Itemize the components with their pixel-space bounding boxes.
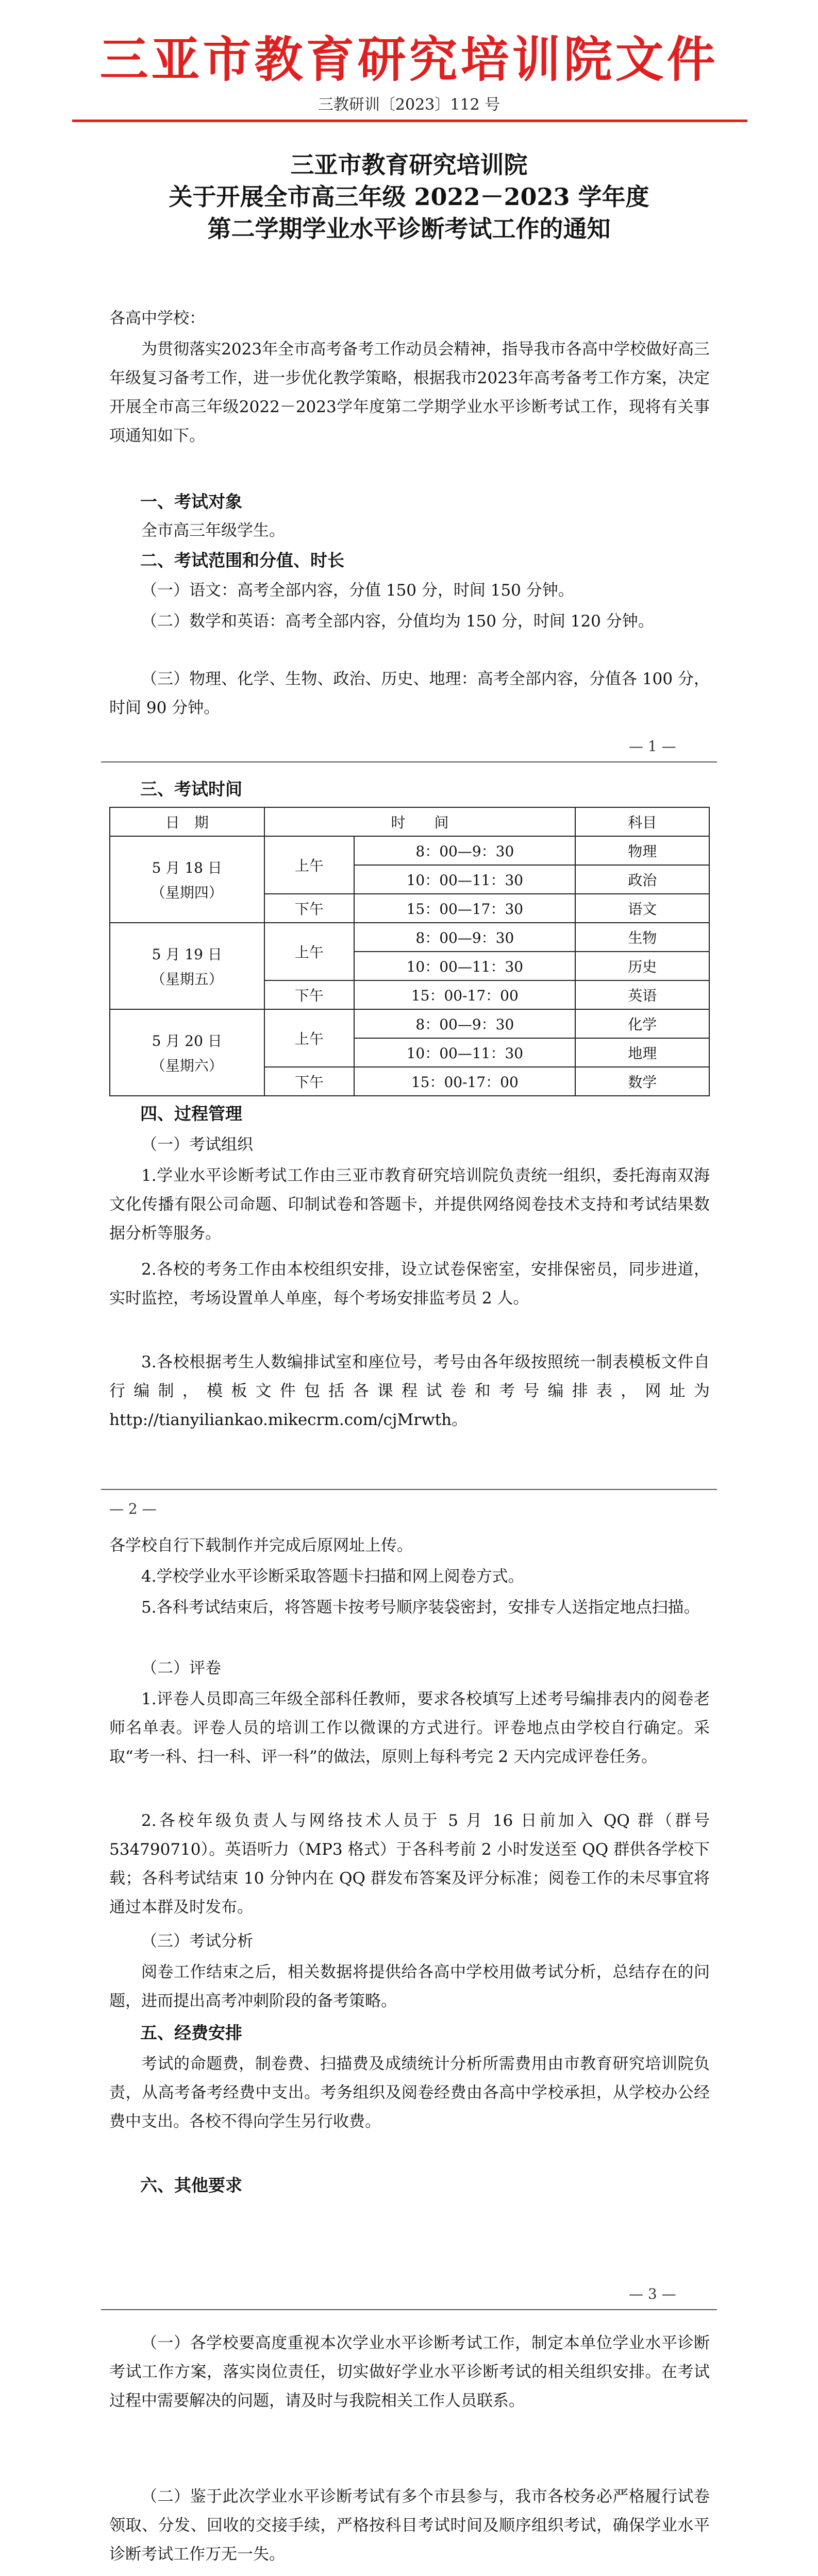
grading-item: 1.评卷人员即高三年级全部科任教师，要求各校填写上述考号编排表内的阅卷老师名单表。评卷人员的培训工作以微课的方式进行。评卷地点由学校自行确定。采取“考一科、扫一科、评一科”的做法，原则上每科考完 2 天内完成评卷任务。 — [109, 1690, 710, 1766]
am-cell: 上午 — [264, 1009, 355, 1067]
title-line-1: 三亚市教育研究培训院 — [290, 151, 528, 179]
am-cell: 上午 — [264, 923, 355, 980]
time-cell: 8：00—9：30 — [354, 836, 575, 865]
page-number: — 2 — — [109, 1500, 157, 1517]
page-separator — [101, 761, 717, 762]
addressee: 各高中学校： — [109, 309, 205, 328]
section-5-body: 考试的命题费，制卷费、扫描费及成绩统计分析所需费用由市教育研究培训院负责，从高考备考经费中支出。考务组织及阅卷经费由各高中学校承担，从学校办公经费中支出。各校不得向学生另行收费。 — [109, 2055, 710, 2131]
time-cell: 15：00—17：30 — [354, 894, 575, 923]
weekday-text: （星期五） — [151, 971, 223, 988]
org-item: 3.各校根据考生人数编排试室和座位号，考号由各年级按照统一制表模板文件自行编制，模板文件包括各课程试卷和考号编排表，网址为 http://tianyiliankao.mikecrm.com/cjMrwth。 — [109, 1353, 710, 1429]
time-cell: 10：00—11：30 — [354, 952, 575, 980]
header-time: 时 间 — [264, 807, 576, 836]
section-2-item: （一）语文：高考全部内容，分值 150 分，时间 150 分钟。 — [141, 581, 574, 600]
title-line-2: 关于开展全市高三年级 2022－2023 学年度 — [169, 183, 649, 211]
weekday-text: （星期四） — [151, 884, 223, 901]
red-divider — [72, 120, 747, 122]
subject-cell: 数学 — [575, 1067, 709, 1096]
section-2-item: （二）数学和英语：高考全部内容，分值均为 150 分，时间 120 分钟。 — [141, 612, 654, 631]
subject-cell: 英语 — [575, 980, 709, 1009]
org-item: 5.各科考试结束后，将答题卡按考号顺序装袋密封，安排专人送指定地点扫描。 — [141, 1598, 700, 1617]
page-number: — 1 — — [629, 738, 676, 755]
subject-cell: 地理 — [575, 1038, 709, 1067]
analysis-paragraph: 阅卷工作结束之后，相关数据将提供给各高中学校用做考试分析，总结存在的问题，进而提出高考冲刺阶段的备考策略。 — [109, 1963, 710, 2010]
table-header-row — [110, 807, 709, 836]
subsection-heading: （一）考试组织 — [141, 1136, 253, 1154]
time-cell: 15：00-17：00 — [354, 980, 575, 1009]
page-separator — [101, 1489, 717, 1490]
section-1-heading: 一、考试对象 — [140, 492, 242, 512]
org-item: 2.各校的考务工作由本校组织安排，设立试卷保密室，安排保密员，同步进道，实时监控，考场设置单人单座，每个考场安排监考员 2 人。 — [109, 1260, 710, 1308]
subsection-heading: （二）评卷 — [141, 1659, 221, 1677]
subject-cell: 物理 — [575, 836, 709, 865]
am-cell: 上午 — [264, 836, 355, 894]
time-cell: 8：00—9：30 — [354, 923, 575, 952]
subject-cell: 历史 — [575, 952, 709, 980]
requirement-item: （一）各学校要高度重视本次学业水平诊断考试工作，制定本单位学业水平诊断考试工作方案，落实岗位责任，切实做好学业水平诊断考试的相关组织安排。在考试过程中需要解决的问题，请及时与我院相关工作人员联系。 — [109, 2334, 710, 2410]
date-text: 5 月 19 日 — [152, 946, 222, 963]
table-row — [110, 1009, 709, 1038]
time-cell: 10：00—11：30 — [354, 1038, 575, 1067]
title-line-3: 第二学期学业水平诊断考试工作的通知 — [207, 215, 611, 243]
subject-cell: 生物 — [575, 923, 709, 952]
date-cell — [110, 923, 264, 1009]
section-1-body: 全市高三年级学生。 — [141, 521, 285, 540]
page-separator — [101, 2309, 717, 2310]
document-number: 三教研训〔2023〕112 号 — [318, 96, 500, 114]
date-text: 5 月 18 日 — [152, 859, 222, 876]
pm-cell: 下午 — [264, 980, 355, 1009]
org-item: 4.学校学业水平诊断采取答题卡扫描和网上阅卷方式。 — [141, 1567, 524, 1586]
section-6-heading: 六、其他要求 — [140, 2175, 242, 2195]
pm-cell: 下午 — [264, 894, 355, 923]
date-cell — [110, 836, 264, 923]
table-row — [110, 923, 709, 952]
org-item-continued: 各学校自行下载制作并完成后原网址上传。 — [109, 1536, 413, 1555]
time-cell: 8：00—9：30 — [354, 1009, 575, 1038]
section-4-heading: 四、过程管理 — [140, 1104, 242, 1124]
weekday-text: （星期六） — [151, 1057, 223, 1074]
page-number: — 3 — — [629, 2285, 676, 2302]
requirement-item: （二）鉴于此次学业水平诊断考试有多个市县参与，我市各校务必严格履行试卷领取、分发、回收的交接手续，严格按科目考试时间及顺序组织考试，确保学业水平诊断考试工作万无一失。 — [109, 2487, 710, 2564]
document-org-title: 三亚市教育研究培训院文件 — [99, 31, 719, 88]
date-cell — [110, 1009, 264, 1096]
subject-cell: 政治 — [575, 865, 709, 894]
org-item: 1.学业水平诊断考试工作由三亚市教育研究培训院负责统一组织，委托海南双海文化传播有限公司命题、印制试卷和答题卡，并提供网络阅卷技术支持和考试结果数据分析等服务。 — [109, 1166, 710, 1243]
date-text: 5 月 20 日 — [152, 1032, 222, 1049]
section-5-heading: 五、经费安排 — [140, 2023, 242, 2043]
section-2-heading: 二、考试范围和分值、时长 — [140, 550, 344, 570]
subject-cell: 语文 — [575, 894, 709, 923]
exam-schedule-table — [109, 807, 710, 1096]
header-subject: 科目 — [575, 807, 709, 836]
subject-cell: 化学 — [575, 1009, 709, 1038]
time-cell: 15：00-17：00 — [354, 1067, 575, 1096]
section-2-item: （三）物理、化学、生物、政治、历史、地理：高考全部内容，分值各 100 分，时间 90 分钟。 — [109, 670, 710, 717]
grading-item: 2.各校年级负责人与网络技术人员于 5 月 16 日前加入 QQ 群（群号 534790710）。英语听力（MP3 格式）于各科考前 2 小时发送至 QQ 群供各学校下载；各科考试结束 10 分钟内在 QQ 群发布答案及评分标准；阅卷工作的未尽事宜将通过本群及时发布。 — [109, 1811, 710, 1917]
intro-paragraph: 为贯彻落实2023年全市高考备考工作动员会精神，指导我市各高中学校做好高三年级复习备考工作，进一步优化教学策略，根据我市2023年高考备考工作方案，决定开展全市高三年级2022－2023学年度第二学期学业水平诊断考试工作，现将有关事项通知如下。 — [109, 340, 710, 445]
pm-cell: 下午 — [264, 1067, 355, 1096]
table-row — [110, 836, 709, 865]
header-date: 日 期 — [110, 807, 264, 836]
section-3-heading: 三、考试时间 — [140, 779, 242, 799]
subsection-heading: （三）考试分析 — [141, 1932, 253, 1951]
time-cell: 10：00—11：30 — [354, 865, 575, 894]
